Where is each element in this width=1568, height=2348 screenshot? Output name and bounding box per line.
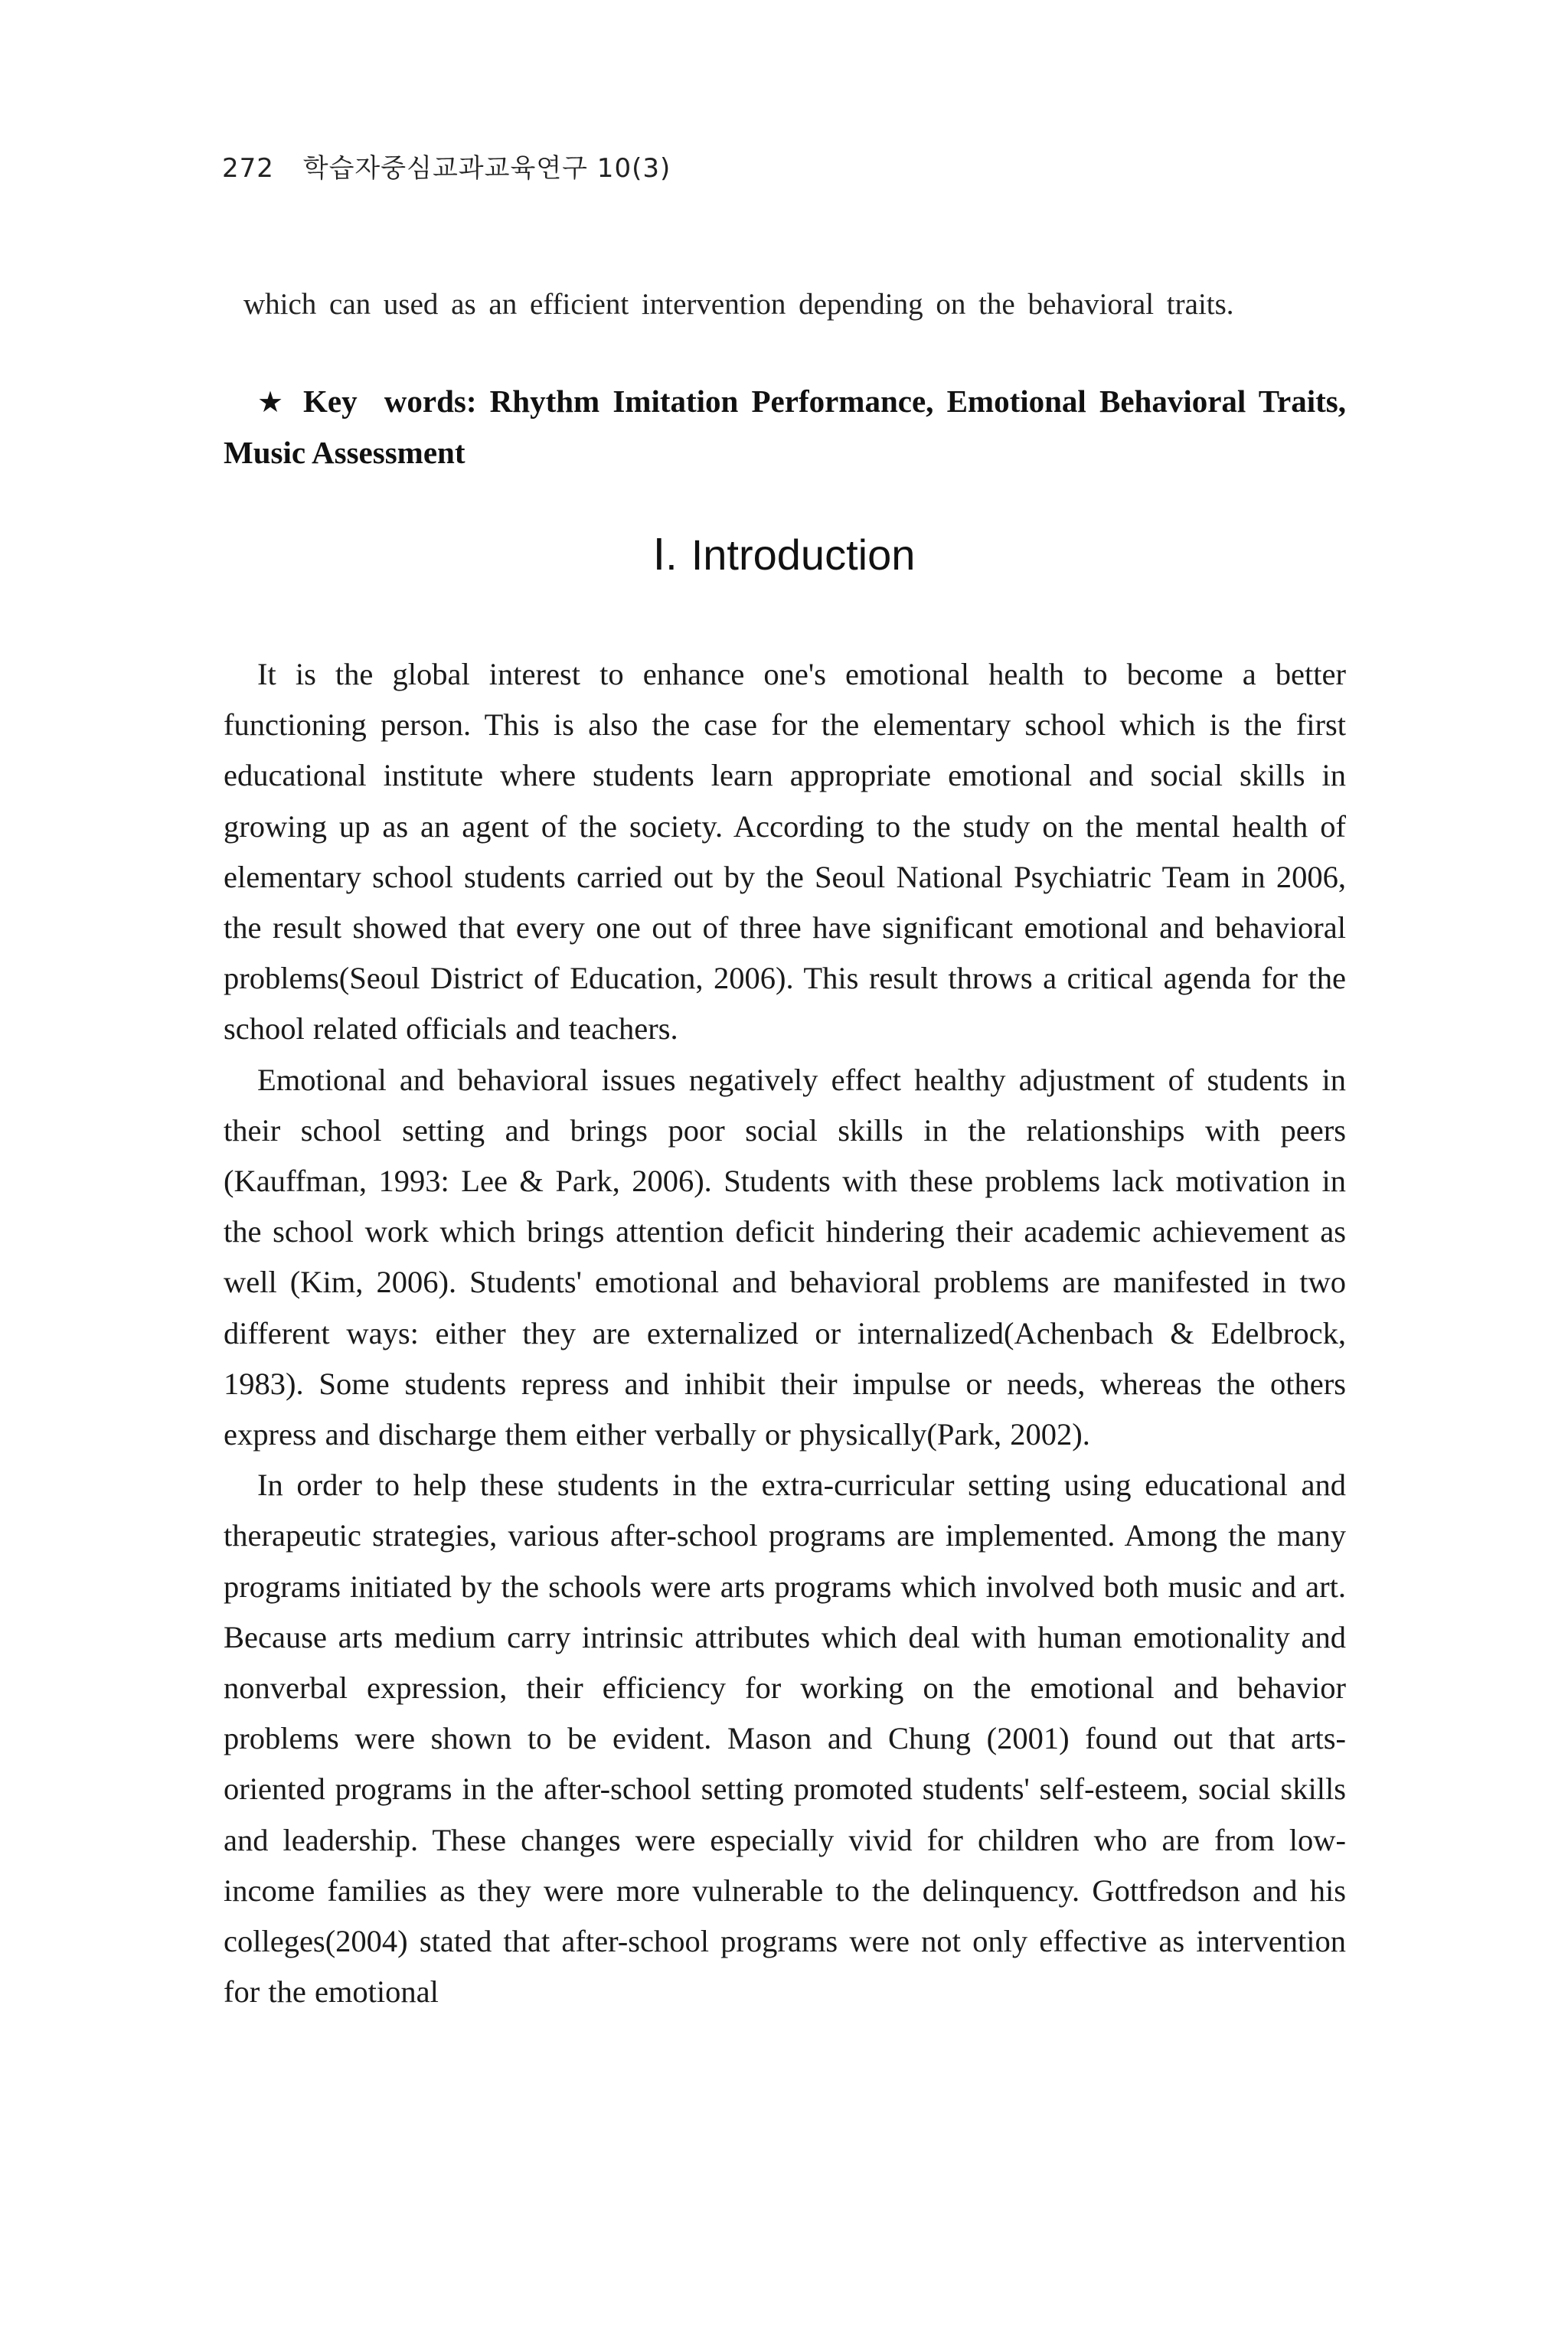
star-icon: ★ (257, 385, 284, 419)
abstract-tail-text: which can used as an efficient intervention depending on the behavioral traits. (243, 288, 1234, 321)
paragraph: In order to help these students in the extra-curricular setting using educational and therapeutic strategies, various after-school programs are implemented. Among the many programs initiated by the schools were arts programs which involved both music and art. Because arts medium carry intrinsic attributes which deal with human emotionality and nonverbal expression, their efficiency for working on the emotional and behavior problems were shown to be evident. Mason and Chung (2001) found out that arts-oriented programs in the after-school setting promoted students' self-esteem, social skills and leadership. These changes were especially vivid for children who are from low-income families as they were more vulnerable to the delinquency. Gottfredson and his colleges(2004) stated that after-school programs were not only effective as intervention for the emotional (224, 1468, 1346, 2010)
section-heading (0, 530, 1568, 580)
paragraph: It is the global interest to enhance one's emotional health to become a better functioning person. This is also the case for the elementary school which is the first educational institute where students learn appropriate emotional and social skills in growing up as an agent of the society. According to the study on the mental health of elementary school students carried out by the Seoul National Psychiatric Team in 2006, the result showed that every one out of three have significant emotional and behavioral problems(Seoul District of Education, 2006). This result throws a critical agenda for the school related officials and teachers. (224, 657, 1346, 1047)
paragraph: Emotional and behavioral issues negatively effect healthy adjustment of students in their school setting and brings poor social skills in the relationships with peers (Kauffman, 1993: Lee & Park, 2006). Students with these problems lack motivation in the school work which brings attention deficit hindering their academic achievement as well (Kim, 2006). Students' emotional and behavioral problems are manifested in two different ways: either they are externalized or internalized(Achenbach & Edelbrock, 1983). Some students repress and inhibit their impulse or needs, whereas the others express and discharge them either verbally or physically(Park, 2002). (224, 1062, 1346, 1452)
keywords-terms: Rhythm Imitation Performance, Emotional Behavioral Traits, Music Assessment (224, 384, 1346, 470)
keywords-label: Key words: (303, 384, 477, 419)
running-header (222, 147, 671, 185)
journal-title: 학습자중심교과교육연구 10(3) (302, 153, 671, 184)
section-numeral: Ⅰ. (652, 531, 678, 579)
section-title: Introduction (691, 531, 916, 579)
body-text (224, 649, 1346, 2017)
page-number: 272 (222, 153, 274, 184)
keywords-block (224, 376, 1346, 478)
